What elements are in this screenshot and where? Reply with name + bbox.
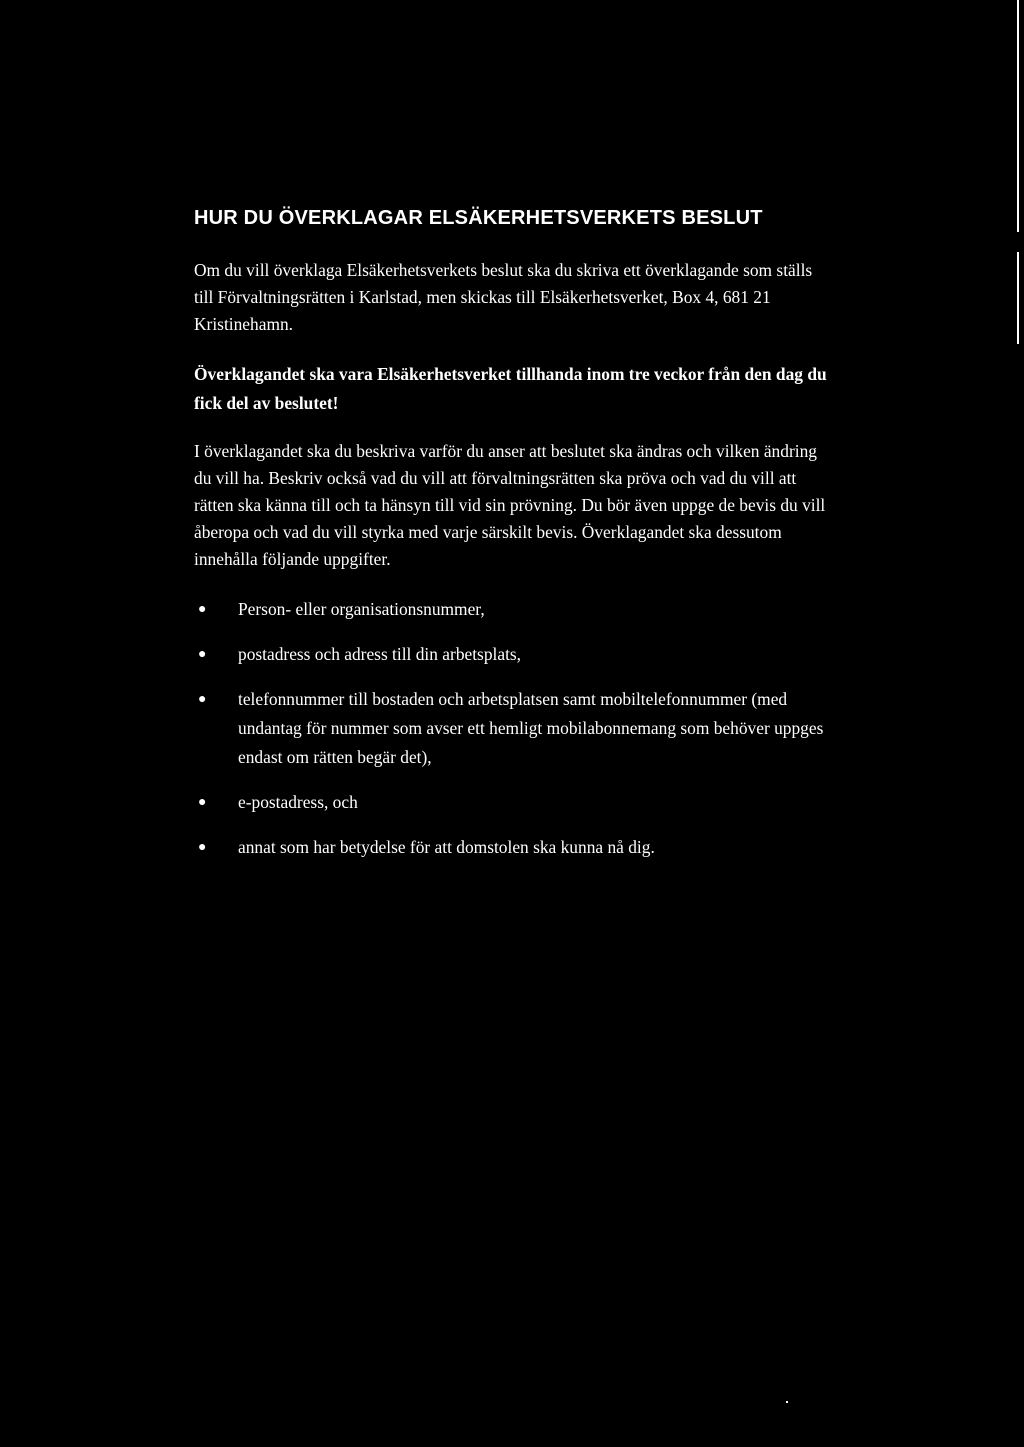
list-item xyxy=(194,833,834,862)
paragraph-appeal-content: I överklagandet ska du beskriva varför du anser att beslutet ska ändras och vilken ändring du vill ha. Beskriv också vad du vill att förvaltningsrätten ska pröva och vad du vill att rätten ska känna till och ta hänsyn till vid sin prövning. Du bör även uppge de bevis du vill åberopa och vad du vill styrka med varje särskilt bevis. Överklagandet ska dessutom innehålla följande uppgifter. xyxy=(194,441,826,569)
bullet-icon: ● xyxy=(198,692,207,707)
paragraph-deadline: Överklagandet ska vara Elsäkerhetsverket tillhanda inom tre veckor från den dag du fick del av beslutet! xyxy=(194,364,827,413)
list-item-text: e-postadress, och xyxy=(238,792,358,812)
bullet-icon: ● xyxy=(198,602,207,617)
scan-speck xyxy=(786,1401,788,1403)
list-item-text: postadress och adress till din arbetsplats, xyxy=(238,644,522,664)
list-item xyxy=(194,685,834,772)
page-title: HUR DU ÖVERKLAGAR ELSÄKERHETSVERKETS BESLUT xyxy=(194,207,763,229)
paragraph-appeal-address: Om du vill överklaga Elsäkerhetsverkets beslut ska du skriva ett överklagande som ställs till Förvaltningsrätten i Karlstad, men skickas till Elsäkerhetsverket, Box 4, 681 21 Kristinehamn. xyxy=(194,260,813,334)
bullet-icon: ● xyxy=(198,647,207,662)
document-content xyxy=(194,203,834,878)
list-item-text: Person- eller organisationsnummer, xyxy=(238,599,485,619)
scan-edge-line-top xyxy=(1017,0,1019,232)
list-item-text: telefonnummer till bostaden och arbetsplatsen samt mobiltelefonnummer (med undantag för nummer som avser ett hemligt mobilabonnemang som behöver uppges endast om rätten begär det), xyxy=(238,689,824,767)
list-item xyxy=(194,788,834,817)
list-item-text: annat som har betydelse för att domstolen ska kunna nå dig. xyxy=(238,837,655,857)
scan-edge-line-middle xyxy=(1017,252,1019,344)
bullet-icon: ● xyxy=(198,840,207,855)
required-info-list xyxy=(194,595,834,862)
list-item xyxy=(194,595,834,624)
list-item xyxy=(194,640,834,669)
bullet-icon: ● xyxy=(198,795,207,810)
